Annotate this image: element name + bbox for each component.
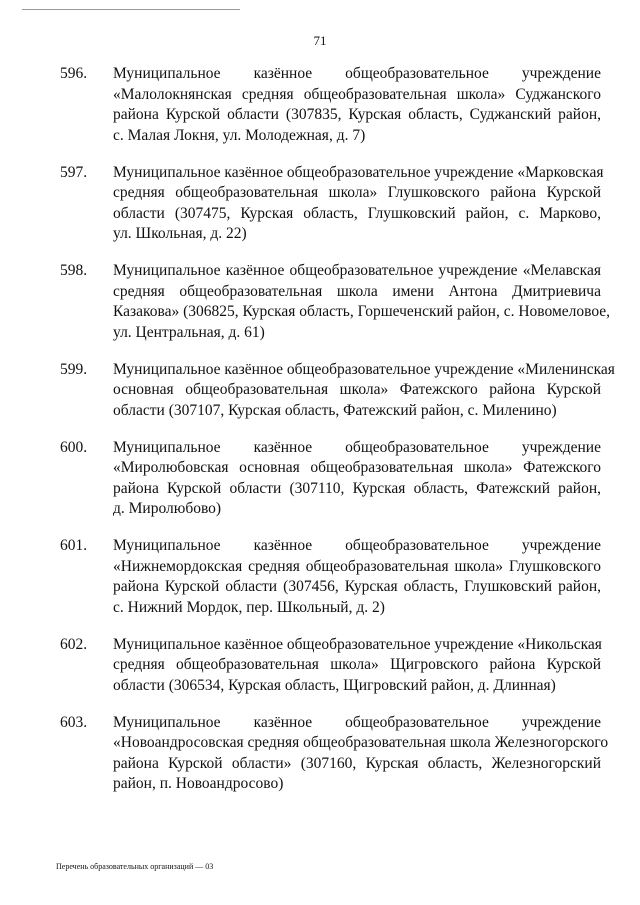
page-footer: Перечень образовательных организаций — 03 (56, 862, 214, 871)
entry-line: Муниципальное казённое общеобразовательное учреждение «Мелавская (113, 262, 601, 279)
entry-line: средняя общеобразовательная школа имени Антона Дмитриевича (113, 282, 601, 300)
entry-line: области (307107, Курская область, Фатежский район, с. Миленино) (113, 401, 557, 419)
list-item (0, 261, 640, 360)
entry-text (113, 536, 601, 618)
entry-line: Муниципальное казённое общеобразовательное учреждение (113, 713, 601, 731)
entry-line: Муниципальное казённое общеобразовательное учреждение «Миленинская (113, 360, 615, 378)
entry-line: Муниципальное казённое общеобразовательное учреждение «Марковская (113, 163, 604, 181)
entry-text (113, 64, 601, 146)
entry-number: 599. (60, 360, 88, 378)
entry-line: района Курской области» (307160, Курская область, Железногорский (113, 754, 601, 772)
entry-line: средняя общеобразовательная школа» Глушковского района Курской (113, 184, 601, 201)
entry-text (113, 360, 615, 422)
entry-line: района Курской области (307835, Курская область, Суджанский район, (113, 106, 601, 123)
list-item (0, 163, 640, 262)
entry-line: Муниципальное казённое общеобразовательное учреждение (113, 438, 601, 456)
entry-text (113, 163, 604, 245)
entry-text (113, 635, 601, 697)
entry-line: ул. Центральная, д. 61) (113, 323, 265, 341)
entry-number: 603. (60, 713, 88, 731)
entry-line: района Курской области (307110, Курская область, Фатежский район, (113, 479, 601, 497)
entry-line: «Новоандросовская средняя общеобразовательная школа Железногорского (113, 734, 609, 751)
entry-list (0, 64, 640, 811)
entry-line: средняя общеобразовательная школа» Щигровского района Курской (113, 656, 601, 673)
entry-line: ул. Школьная, д. 22) (113, 225, 247, 242)
entry-line: «Малолокнянская средняя общеобразовательная школа» Суджанского (113, 85, 601, 103)
entry-line: района Курской области (307456, Курская область, Глушковский район, (113, 578, 601, 595)
entry-line: Муниципальное казённое общеобразовательное учреждение «Никольская (113, 635, 602, 653)
entry-number: 598. (60, 262, 88, 279)
scan-edge-line (22, 9, 240, 10)
entry-number: 596. (60, 65, 88, 82)
entry-number: 597. (60, 163, 88, 181)
page-number: 71 (313, 33, 327, 48)
entry-number: 601. (60, 537, 88, 554)
entry-line: «Миролюбовская основная общеобразовательная школа» Фатежского (113, 459, 601, 476)
entry-text (113, 713, 609, 795)
entry-number: 602. (60, 635, 88, 653)
entry-line: с. Малая Локня, ул. Молодежная, д. 7) (113, 126, 366, 144)
entry-line: район, п. Новоандросово) (113, 775, 284, 792)
entry-line: «Нижнемордокская средняя общеобразовательная школа» Глушковского (113, 557, 601, 575)
list-item (0, 635, 640, 713)
list-item (0, 536, 640, 635)
list-item (0, 360, 640, 438)
entry-line: с. Нижний Мордок, пер. Школьный, д. 2) (113, 598, 385, 616)
entry-line: д. Миролюбово) (113, 500, 222, 517)
entry-text (113, 261, 611, 343)
list-item (0, 713, 640, 812)
entry-line: основная общеобразовательная школа» Фатежского района Курской (113, 381, 601, 398)
list-item (0, 64, 640, 163)
entry-line: Муниципальное казённое общеобразовательное учреждение (113, 65, 601, 82)
entry-line: Муниципальное казённое общеобразовательное учреждение (113, 537, 601, 554)
entry-number: 600. (60, 438, 88, 456)
entry-line: области (307475, Курская область, Глушковский район, с. Марково, (113, 204, 601, 222)
entry-line: области (306534, Курская область, Щигровский район, д. Длинная) (113, 676, 556, 694)
entry-line: Казакова» (306825, Курская область, Горшеченский район, с. Новомеловое, (113, 303, 611, 320)
entry-text (113, 438, 601, 520)
list-item (0, 438, 640, 537)
